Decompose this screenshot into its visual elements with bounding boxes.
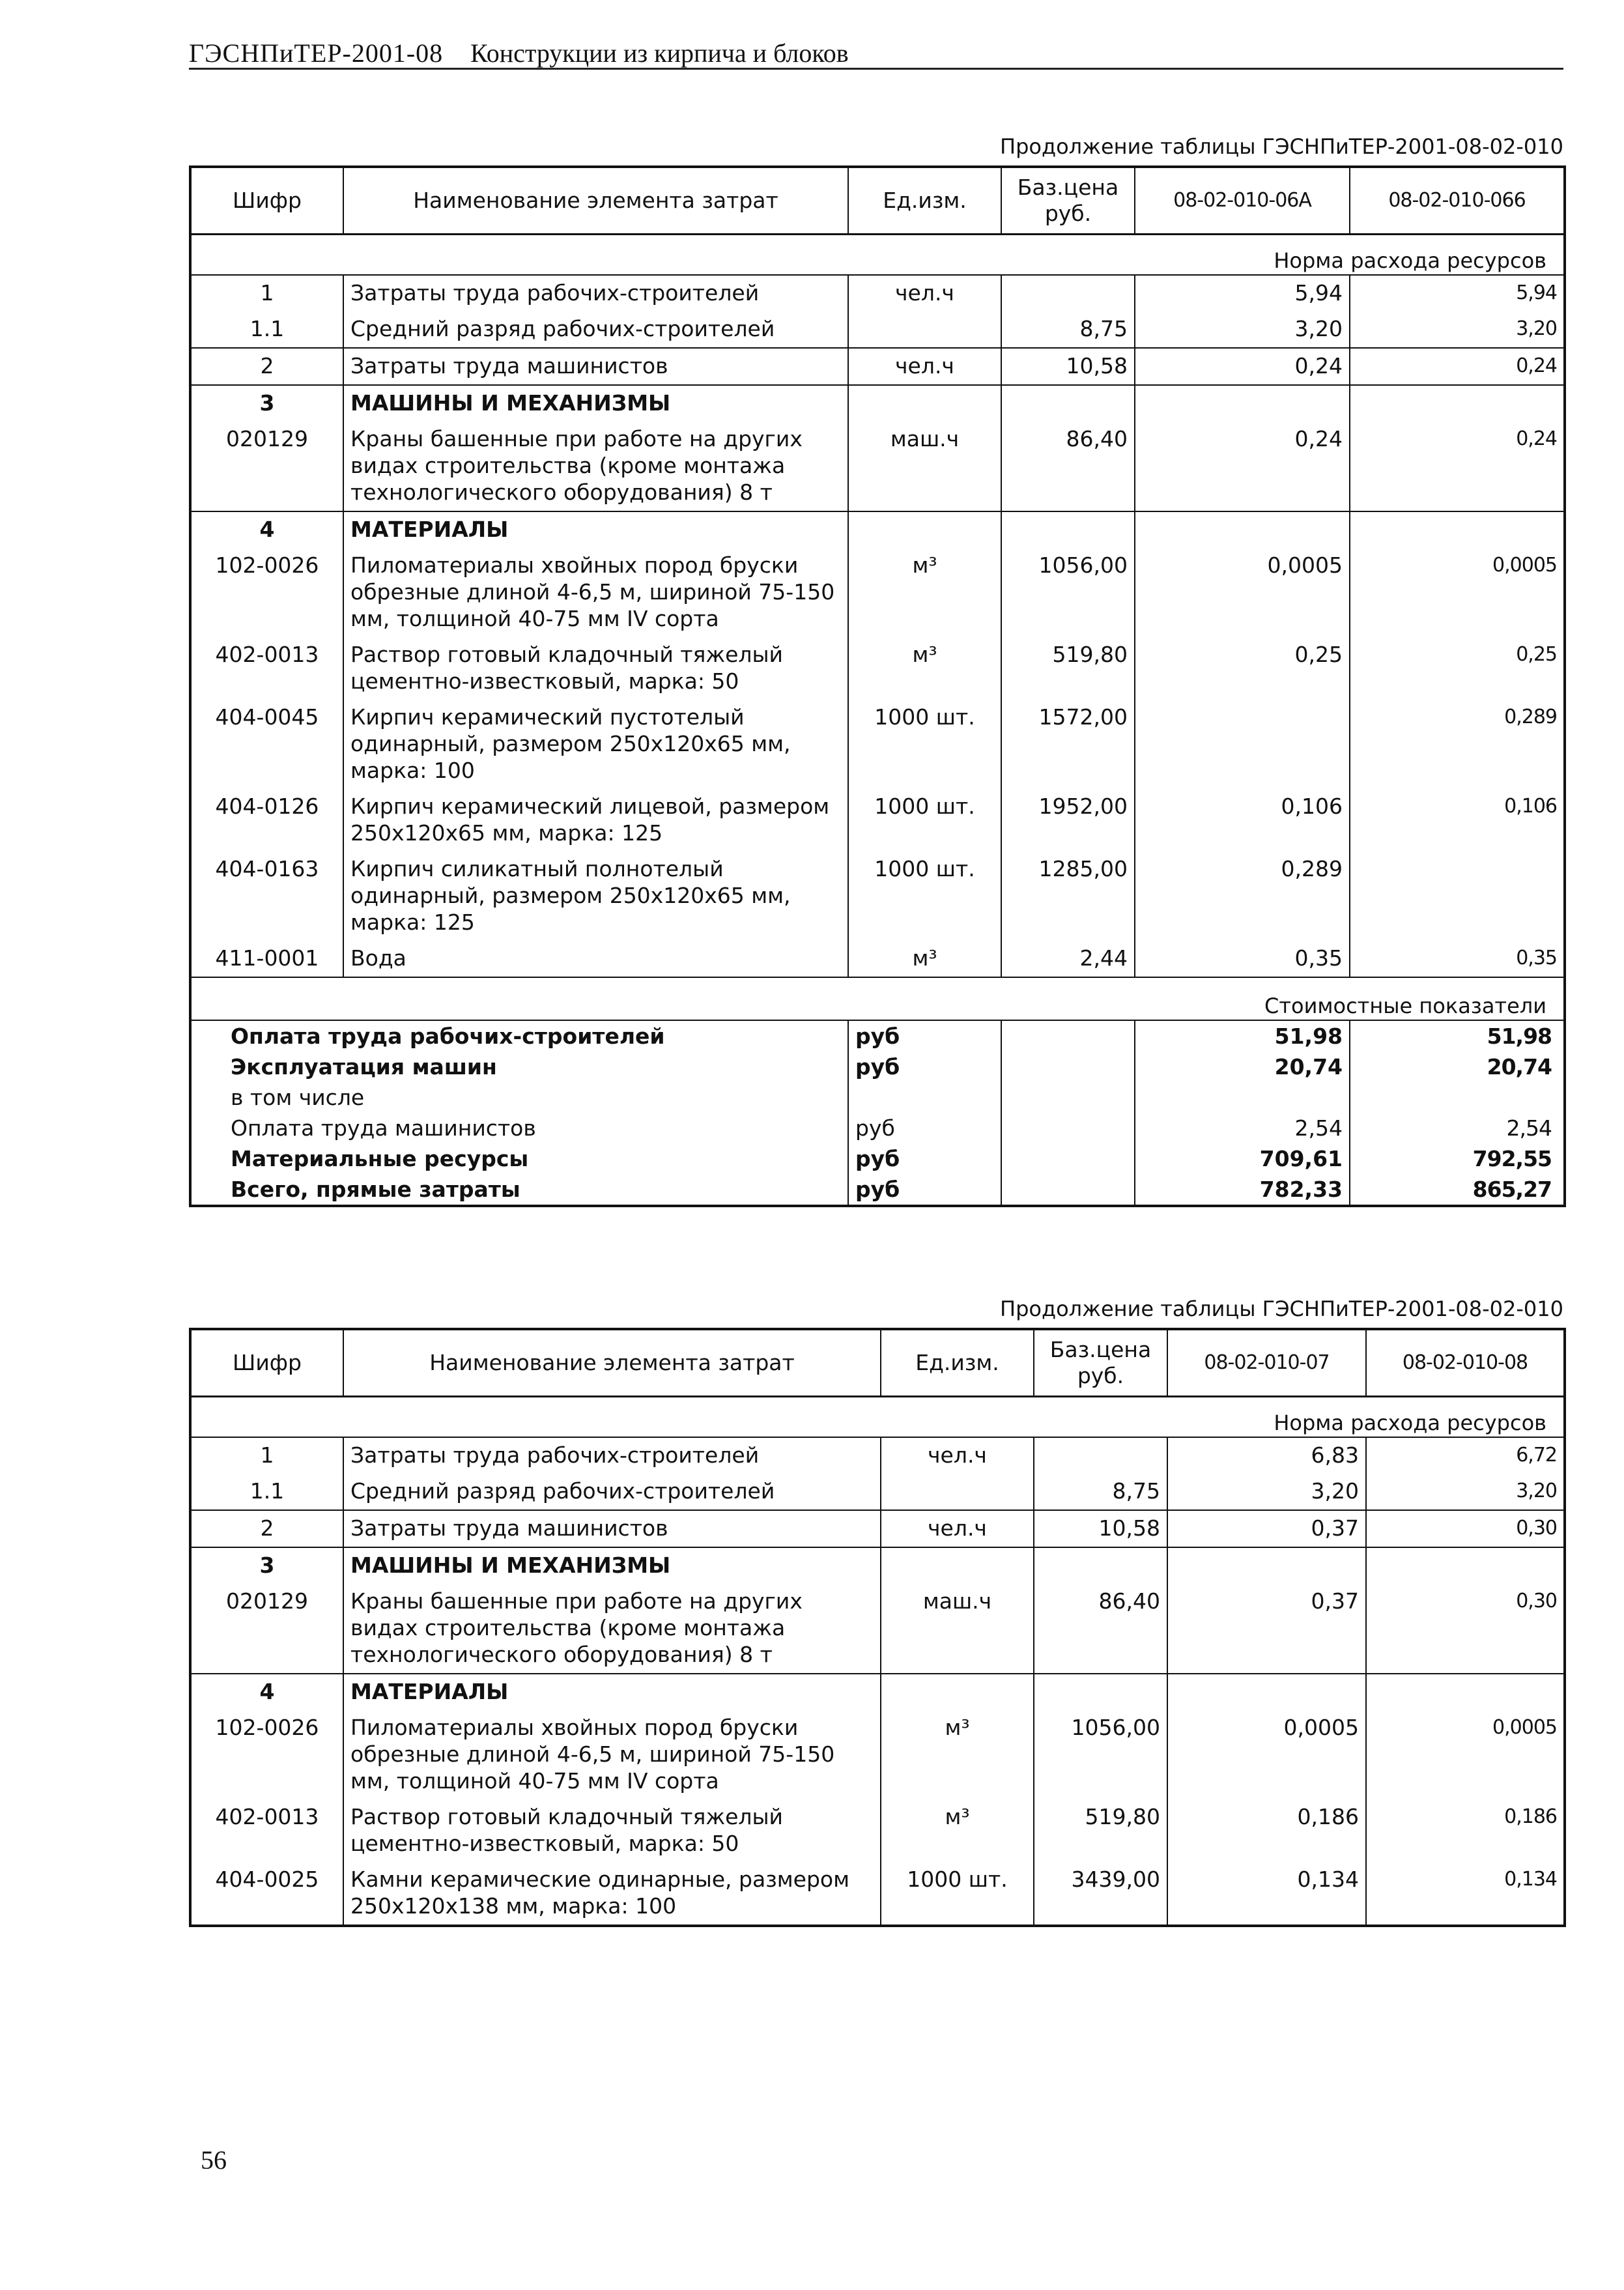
row-price: 8,75 — [1001, 311, 1135, 348]
row-code: 1.1 — [190, 311, 343, 348]
row-value-b: 3,20 — [1366, 1474, 1565, 1510]
row-code: 404-0126 — [190, 789, 343, 852]
totals-unit: руб — [848, 1020, 1001, 1052]
totals-unit: руб — [848, 1113, 1001, 1143]
row-price — [1001, 511, 1135, 548]
row-price: 2,44 — [1001, 941, 1135, 977]
col-code-header: Шифр — [190, 1329, 343, 1397]
row-code: 3 — [190, 385, 343, 422]
running-header — [189, 29, 1563, 70]
col-a-header: 08-02-010-07 — [1167, 1329, 1366, 1397]
row-value-a — [1167, 1674, 1366, 1710]
row-price: 86,40 — [1034, 1584, 1167, 1674]
table-row — [190, 941, 1565, 977]
row-value-a: 0,289 — [1135, 852, 1350, 941]
totals-unit — [848, 1082, 1001, 1113]
totals-price — [1001, 1113, 1135, 1143]
row-name: Раствор готовый кладочный тяжелый цементно-известковый, марка: 50 — [343, 637, 848, 700]
row-name: МАТЕРИАЛЫ — [343, 511, 848, 548]
page-number: 56 — [201, 2145, 227, 2175]
row-value-a — [1135, 511, 1350, 548]
row-unit — [881, 1674, 1034, 1710]
table1-header-row — [190, 167, 1565, 235]
table2 — [189, 1328, 1566, 1927]
row-value-a — [1167, 1547, 1366, 1584]
table-row — [190, 311, 1565, 348]
row-unit — [881, 1547, 1034, 1584]
totals-price — [1001, 1174, 1135, 1206]
col-unit-header: Ед.изм. — [848, 167, 1001, 235]
row-price: 1056,00 — [1001, 548, 1135, 637]
section-norms: Норма расхода ресурсов — [190, 235, 1565, 276]
row-unit: м³ — [848, 941, 1001, 977]
row-code: 4 — [190, 511, 343, 548]
row-value-a: 0,106 — [1135, 789, 1350, 852]
section-row — [190, 235, 1565, 276]
row-price — [1034, 1547, 1167, 1584]
row-value-a: 0,35 — [1135, 941, 1350, 977]
row-name: Кирпич керамический пустотелый одинарный, размером 250х120х65 мм, марка: 100 — [343, 700, 848, 789]
table2-header-row — [190, 1329, 1565, 1397]
table-row — [190, 275, 1565, 311]
table-row — [190, 700, 1565, 789]
row-code: 2 — [190, 1510, 343, 1547]
totals-row — [190, 1052, 1565, 1082]
totals-row — [190, 1082, 1565, 1113]
row-code: 102-0026 — [190, 548, 343, 637]
row-code: 4 — [190, 1674, 343, 1710]
row-value-b: 0,289 — [1350, 700, 1565, 789]
totals-row — [190, 1113, 1565, 1143]
table1-caption: Продолжение таблицы ГЭСНПиТЕР-2001-08-02-010 — [1000, 134, 1563, 159]
totals-unit: руб — [848, 1143, 1001, 1174]
row-price — [1034, 1674, 1167, 1710]
row-code: 404-0045 — [190, 700, 343, 789]
row-code: 402-0013 — [190, 1799, 343, 1862]
row-unit: маш.ч — [881, 1584, 1034, 1674]
row-value-b: 0,134 — [1366, 1862, 1565, 1926]
row-value-b: 0,30 — [1366, 1584, 1565, 1674]
row-value-b: 0,30 — [1366, 1510, 1565, 1547]
row-unit: чел.ч — [881, 1510, 1034, 1547]
totals-price — [1001, 1052, 1135, 1082]
row-name: МАШИНЫ И МЕХАНИЗМЫ — [343, 385, 848, 422]
row-value-b: 0,24 — [1350, 348, 1565, 385]
totals-value-a: 709,61 — [1135, 1143, 1350, 1174]
row-value-b — [1350, 511, 1565, 548]
totals-unit: руб — [848, 1052, 1001, 1082]
section-row — [190, 1397, 1565, 1438]
row-name: Пиломатериалы хвойных пород бруски обрезные длиной 4-6,5 м, шириной 75-150 мм, толщиной 40-75 мм IV сорта — [343, 1710, 881, 1799]
table1 — [189, 165, 1566, 1207]
table-row — [190, 1510, 1565, 1547]
row-value-b: 0,24 — [1350, 422, 1565, 511]
row-value-b: 6,72 — [1366, 1437, 1565, 1474]
row-price: 86,40 — [1001, 422, 1135, 511]
row-name: Вода — [343, 941, 848, 977]
row-name: Затраты труда рабочих-строителей — [343, 275, 848, 311]
row-unit — [848, 511, 1001, 548]
table-row — [190, 422, 1565, 511]
row-value-a: 3,20 — [1167, 1474, 1366, 1510]
table1-body — [190, 275, 1565, 977]
col-a-header: 08-02-010-06А — [1135, 167, 1350, 235]
table-row — [190, 1547, 1565, 1584]
row-unit: м³ — [881, 1799, 1034, 1862]
totals-name: Эксплуатация машин — [231, 1054, 497, 1080]
totals-name: Всего, прямые затраты — [231, 1177, 520, 1202]
totals-value-a: 782,33 — [1135, 1174, 1350, 1206]
header-code: ГЭСНПиТЕР-2001-08 — [189, 38, 444, 68]
row-code: 1.1 — [190, 1474, 343, 1510]
table-row — [190, 511, 1565, 548]
row-unit: м³ — [848, 548, 1001, 637]
row-code: 3 — [190, 1547, 343, 1584]
totals-name: Материальные ресурсы — [231, 1146, 529, 1171]
row-value-a: 0,24 — [1135, 422, 1350, 511]
table-row — [190, 1862, 1565, 1926]
row-name: Краны башенные при работе на других видах строительства (кроме монтажа технологического оборудования) 8 т — [343, 1584, 881, 1674]
table-row — [190, 385, 1565, 422]
col-name-header: Наименование элемента затрат — [343, 1329, 881, 1397]
row-price: 10,58 — [1034, 1510, 1167, 1547]
row-price: 10,58 — [1001, 348, 1135, 385]
row-name: Затраты труда машинистов — [343, 1510, 881, 1547]
totals-value-b: 20,74 — [1350, 1052, 1565, 1082]
table2-caption: Продолжение таблицы ГЭСНПиТЕР-2001-08-02-010 — [1000, 1296, 1563, 1321]
row-name: Пиломатериалы хвойных пород бруски обрезные длиной 4-6,5 м, шириной 75-150 мм, толщиной 40-75 мм IV сорта — [343, 548, 848, 637]
row-value-b: 5,94 — [1350, 275, 1565, 311]
row-code: 1 — [190, 275, 343, 311]
row-price: 519,80 — [1001, 637, 1135, 700]
table-row — [190, 348, 1565, 385]
row-value-a: 0,186 — [1167, 1799, 1366, 1862]
row-code: 402-0013 — [190, 637, 343, 700]
section-norms: Норма расхода ресурсов — [190, 1397, 1565, 1438]
col-unit-header: Ед.изм. — [881, 1329, 1034, 1397]
row-value-b: 0,186 — [1366, 1799, 1565, 1862]
row-unit: м³ — [881, 1710, 1034, 1799]
row-value-a: 5,94 — [1135, 275, 1350, 311]
row-unit — [848, 385, 1001, 422]
totals-price — [1001, 1020, 1135, 1052]
row-name: Раствор готовый кладочный тяжелый цементно-известковый, марка: 50 — [343, 1799, 881, 1862]
row-unit: маш.ч — [848, 422, 1001, 511]
row-value-b — [1350, 852, 1565, 941]
row-name: Средний разряд рабочих-строителей — [343, 1474, 881, 1510]
row-name: Кирпич силикатный полнотелый одинарный, размером 250х120х65 мм, марка: 125 — [343, 852, 848, 941]
row-value-b: 0,0005 — [1350, 548, 1565, 637]
table-row — [190, 548, 1565, 637]
row-code: 411-0001 — [190, 941, 343, 977]
totals-value-b — [1350, 1082, 1565, 1113]
table-row — [190, 1474, 1565, 1510]
row-value-a: 0,0005 — [1167, 1710, 1366, 1799]
row-unit: 1000 шт. — [881, 1862, 1034, 1926]
row-value-b — [1350, 385, 1565, 422]
row-name: Кирпич керамический лицевой, размером 250х120х65 мм, марка: 125 — [343, 789, 848, 852]
table-row — [190, 637, 1565, 700]
row-unit — [848, 311, 1001, 348]
row-price: 8,75 — [1034, 1474, 1167, 1510]
totals-row — [190, 1174, 1565, 1206]
col-price-header: Баз.цена руб. — [1034, 1329, 1167, 1397]
row-price — [1001, 385, 1135, 422]
row-value-a: 0,37 — [1167, 1584, 1366, 1674]
table-row — [190, 789, 1565, 852]
row-name: Затраты труда рабочих-строителей — [343, 1437, 881, 1474]
totals-value-b: 865,27 — [1350, 1174, 1565, 1206]
col-code-header: Шифр — [190, 167, 343, 235]
table1-totals — [190, 1020, 1565, 1206]
table-row — [190, 852, 1565, 941]
row-price: 519,80 — [1034, 1799, 1167, 1862]
totals-price — [1001, 1143, 1135, 1174]
totals-value-b: 2,54 — [1350, 1113, 1565, 1143]
row-value-b: 3,20 — [1350, 311, 1565, 348]
section-costs: Стоимостные показатели — [190, 977, 1565, 1020]
col-price-header: Баз.цена руб. — [1001, 167, 1135, 235]
row-code: 020129 — [190, 422, 343, 511]
totals-name: Оплата труда рабочих-строителей — [231, 1023, 665, 1049]
row-value-b — [1366, 1547, 1565, 1584]
row-name: МАШИНЫ И МЕХАНИЗМЫ — [343, 1547, 881, 1584]
row-price: 3439,00 — [1034, 1862, 1167, 1926]
row-price: 1285,00 — [1001, 852, 1135, 941]
row-code: 020129 — [190, 1584, 343, 1674]
row-name: МАТЕРИАЛЫ — [343, 1674, 881, 1710]
row-unit: 1000 шт. — [848, 852, 1001, 941]
col-name-header: Наименование элемента затрат — [343, 167, 848, 235]
row-name: Краны башенные при работе на других видах строительства (кроме монтажа технологического оборудования) 8 т — [343, 422, 848, 511]
row-price — [1034, 1437, 1167, 1474]
totals-unit: руб — [848, 1174, 1001, 1206]
totals-value-b: 51,98 — [1350, 1020, 1565, 1052]
row-name: Камни керамические одинарные, размером 250х120х138 мм, марка: 100 — [343, 1862, 881, 1926]
totals-row — [190, 1143, 1565, 1174]
row-code: 404-0025 — [190, 1862, 343, 1926]
row-value-b: 0,25 — [1350, 637, 1565, 700]
row-value-a — [1135, 385, 1350, 422]
row-value-b: 0,0005 — [1366, 1710, 1565, 1799]
row-code: 102-0026 — [190, 1710, 343, 1799]
table-row — [190, 1710, 1565, 1799]
col-b-header: 08-02-010-08 — [1366, 1329, 1565, 1397]
totals-row — [190, 1020, 1565, 1052]
row-name: Затраты труда машинистов — [343, 348, 848, 385]
row-code: 1 — [190, 1437, 343, 1474]
totals-value-b: 792,55 — [1350, 1143, 1565, 1174]
table-row — [190, 1674, 1565, 1710]
row-code: 2 — [190, 348, 343, 385]
row-unit — [881, 1474, 1034, 1510]
totals-price — [1001, 1082, 1135, 1113]
row-price — [1001, 275, 1135, 311]
row-unit: чел.ч — [848, 275, 1001, 311]
header-title: Конструкции из кирпича и блоков — [470, 38, 849, 68]
row-value-b — [1366, 1674, 1565, 1710]
table-row — [190, 1584, 1565, 1674]
row-value-a: 3,20 — [1135, 311, 1350, 348]
totals-name: Оплата труда машинистов — [231, 1115, 536, 1141]
row-value-b: 0,106 — [1350, 789, 1565, 852]
totals-value-a: 2,54 — [1135, 1113, 1350, 1143]
totals-value-a — [1135, 1082, 1350, 1113]
row-value-a: 0,37 — [1167, 1510, 1366, 1547]
row-price: 1056,00 — [1034, 1710, 1167, 1799]
row-code: 404-0163 — [190, 852, 343, 941]
row-value-a: 0,25 — [1135, 637, 1350, 700]
row-price: 1572,00 — [1001, 700, 1135, 789]
row-value-a — [1135, 700, 1350, 789]
table2-body — [190, 1437, 1565, 1926]
row-name: Средний разряд рабочих-строителей — [343, 311, 848, 348]
row-price: 1952,00 — [1001, 789, 1135, 852]
col-b-header: 08-02-010-066 — [1350, 167, 1565, 235]
row-value-b: 0,35 — [1350, 941, 1565, 977]
row-value-a: 6,83 — [1167, 1437, 1366, 1474]
row-unit: чел.ч — [881, 1437, 1034, 1474]
row-value-a: 0,24 — [1135, 348, 1350, 385]
row-unit: 1000 шт. — [848, 700, 1001, 789]
row-unit: м³ — [848, 637, 1001, 700]
row-unit: 1000 шт. — [848, 789, 1001, 852]
section-row — [190, 977, 1565, 1020]
table-row — [190, 1437, 1565, 1474]
totals-value-a: 51,98 — [1135, 1020, 1350, 1052]
row-unit: чел.ч — [848, 348, 1001, 385]
totals-value-a: 20,74 — [1135, 1052, 1350, 1082]
totals-name: в том числе — [231, 1085, 365, 1110]
table-row — [190, 1799, 1565, 1862]
row-value-a: 0,134 — [1167, 1862, 1366, 1926]
row-value-a: 0,0005 — [1135, 548, 1350, 637]
